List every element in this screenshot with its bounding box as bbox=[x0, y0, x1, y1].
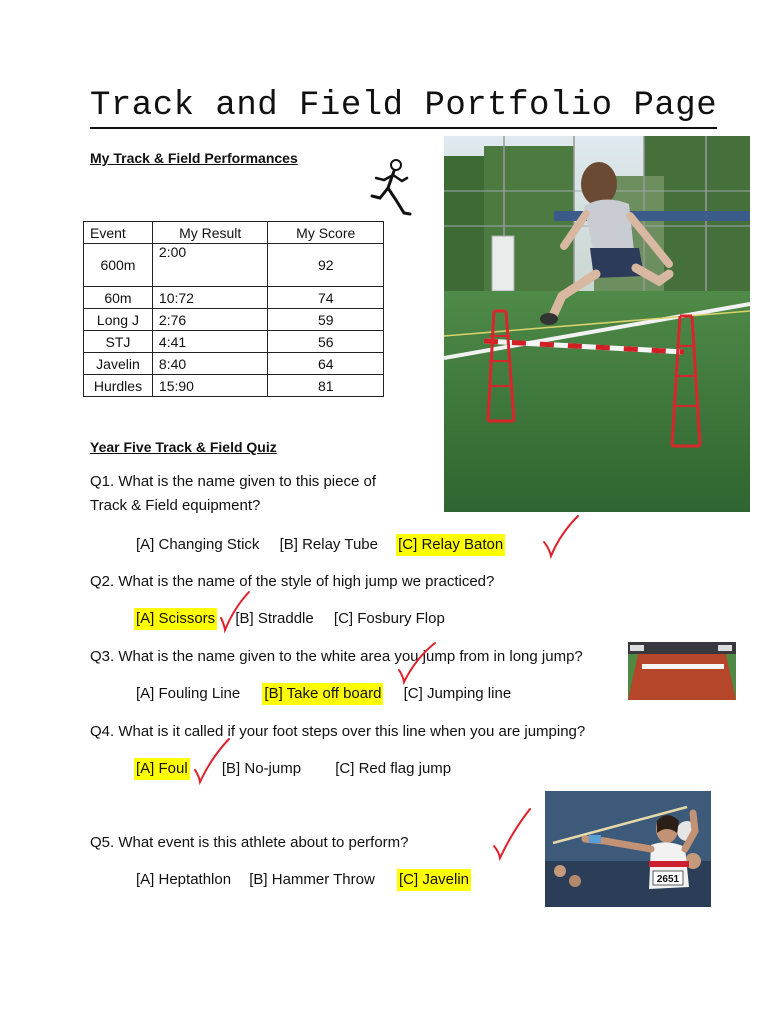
question-text: Q3. What is the name given to the white area you jump from in long jump? bbox=[90, 648, 583, 665]
hurdles-photo bbox=[444, 136, 750, 512]
answer-option: [B] Hammer Throw bbox=[249, 871, 375, 888]
question-5 bbox=[90, 831, 409, 855]
column-header-result: My Result bbox=[152, 222, 268, 244]
score-cell: 92 bbox=[268, 244, 384, 287]
check-mark-icon bbox=[540, 512, 580, 560]
event-cell: STJ bbox=[84, 331, 153, 353]
table-row bbox=[84, 309, 384, 331]
question-2 bbox=[90, 570, 494, 594]
runner-icon bbox=[366, 158, 412, 218]
page-title: Track and Field Portfolio Page bbox=[90, 86, 717, 129]
bib-number: 2651 bbox=[656, 874, 680, 885]
answer-option-selected: [C] Relay Baton bbox=[396, 534, 505, 556]
question-5-options bbox=[134, 869, 471, 891]
event-cell: 600m bbox=[84, 244, 153, 287]
answer-option-selected: [B] Take off board bbox=[262, 683, 383, 705]
score-cell: 59 bbox=[268, 309, 384, 331]
answer-option: [C] Jumping line bbox=[403, 685, 512, 702]
answer-option: [A] Heptathlon bbox=[136, 871, 232, 888]
question-2-options bbox=[134, 608, 447, 630]
result-cell: 2:76 bbox=[152, 309, 268, 331]
table-row bbox=[84, 287, 384, 309]
check-mark-icon bbox=[490, 806, 534, 862]
score-cell: 74 bbox=[268, 287, 384, 309]
result-cell: 10:72 bbox=[152, 287, 268, 309]
question-text-continued: Track & Field equipment? bbox=[90, 497, 261, 514]
answer-option-selected: [A] Scissors bbox=[134, 608, 217, 630]
answer-option: [C] Fosbury Flop bbox=[333, 610, 445, 627]
result-cell: 8:40 bbox=[152, 353, 268, 375]
table-row bbox=[84, 331, 384, 353]
answer-option: [C] Red flag jump bbox=[335, 760, 452, 777]
table-row bbox=[84, 353, 384, 375]
answer-option: [B] Relay Tube bbox=[279, 536, 378, 553]
result-cell: 2:00 bbox=[152, 244, 268, 287]
table-header-row bbox=[84, 222, 384, 244]
column-header-score: My Score bbox=[268, 222, 384, 244]
performances-heading: My Track & Field Performances bbox=[90, 150, 298, 166]
score-cell: 56 bbox=[268, 331, 384, 353]
performance-table bbox=[83, 221, 384, 397]
answer-option: [B] No-jump bbox=[221, 760, 302, 777]
question-text: Q5. What event is this athlete about to perform? bbox=[90, 834, 409, 851]
javelin-photo bbox=[545, 791, 711, 907]
event-cell: Hurdles bbox=[84, 375, 153, 397]
question-3 bbox=[90, 645, 583, 669]
question-1-options bbox=[134, 534, 505, 556]
score-cell: 64 bbox=[268, 353, 384, 375]
question-3-options bbox=[134, 683, 513, 705]
question-1 bbox=[90, 470, 376, 518]
answer-option-selected: [A] Foul bbox=[134, 758, 190, 780]
event-cell: Javelin bbox=[84, 353, 153, 375]
answer-option-selected: [C] Javelin bbox=[397, 869, 471, 891]
result-cell: 15:90 bbox=[152, 375, 268, 397]
table-row bbox=[84, 244, 384, 287]
question-4 bbox=[90, 720, 585, 744]
question-4-options bbox=[134, 758, 453, 780]
long-jump-photo bbox=[628, 642, 736, 700]
question-text: Q2. What is the name of the style of high jump we practiced? bbox=[90, 573, 495, 590]
score-cell: 81 bbox=[268, 375, 384, 397]
answer-option: [B] Straddle bbox=[235, 610, 314, 627]
event-cell: 60m bbox=[84, 287, 153, 309]
quiz-heading: Year Five Track & Field Quiz bbox=[90, 439, 277, 455]
table-row bbox=[84, 375, 384, 397]
column-header-event: Event bbox=[84, 222, 153, 244]
question-text: Q4. What is it called if your foot steps over this line when you are jumping? bbox=[90, 723, 586, 740]
answer-option: [A] Fouling Line bbox=[136, 685, 241, 702]
answer-option: [A] Changing Stick bbox=[136, 536, 260, 553]
question-text: Q1. What is the name given to this piece of bbox=[90, 473, 376, 490]
result-cell: 4:41 bbox=[152, 331, 268, 353]
event-cell: Long J bbox=[84, 309, 153, 331]
